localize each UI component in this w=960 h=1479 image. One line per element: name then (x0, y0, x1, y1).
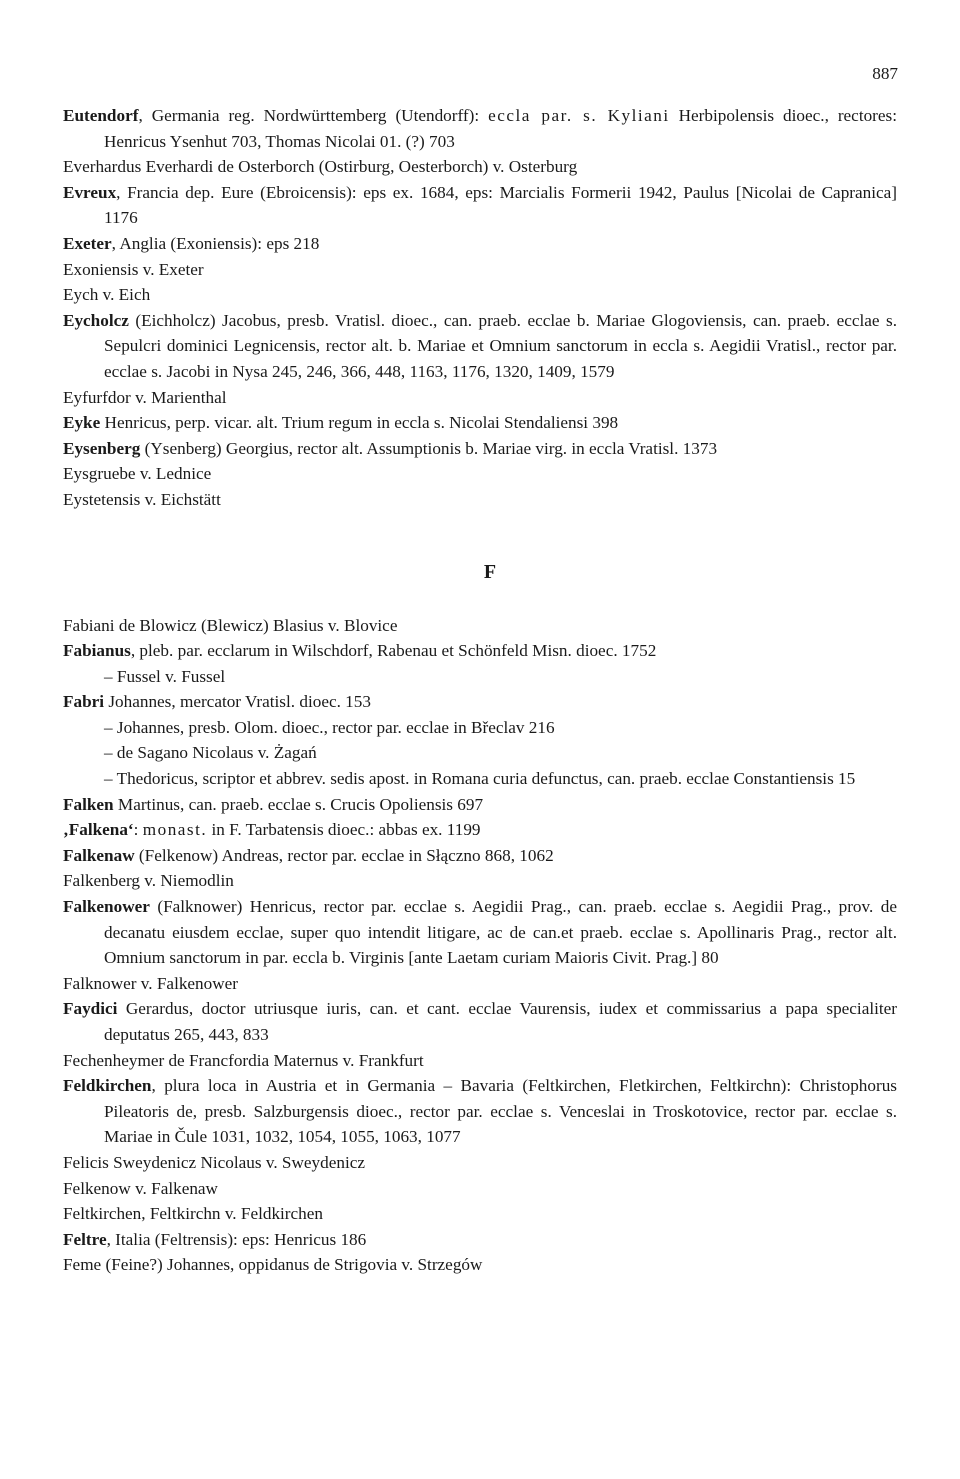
headword: Exeter (63, 233, 112, 253)
entry-felkenow (63, 1176, 897, 1202)
headword: Feltre (63, 1229, 107, 1249)
entry-eycholcz (63, 308, 897, 385)
entry-text: Gerardus, doctor utriusque iuris, can. et cant. ecclae Vaurensis, iudex et commissarius a papa specialiter deputatus 265, 443, 833 (104, 999, 897, 1044)
entry-falkena (63, 817, 897, 843)
entry-feltre (63, 1227, 897, 1253)
headword: Fabri (63, 692, 105, 712)
entry-text: : (133, 820, 143, 840)
entry-feme (63, 1252, 897, 1278)
entry-fabiani (63, 613, 897, 639)
entry-text: Henricus, perp. vicar. alt. Trium regum in eccla s. Nicolai Stendaliensi 398 (100, 413, 619, 433)
entry-text: (Eichholcz) Jacobus, presb. Vratisl. dioec., can. praeb. ecclae b. Mariae Glogoviensis, can. praeb. ecclae s. Sepulcri dominici Legnicensis, rector alt. b. Mariae et Omnium sanctorum in eccla s. Aegidii Vratisl., rector par. ecclae s. Jacobi in Nysa 245, 246, 366, 448, 1163, 1176, 1320, 1409, 1579 (104, 310, 897, 381)
headword: Falken (63, 794, 114, 814)
entry-falkenower (63, 894, 897, 971)
entry-text: (Felkenow) Andreas, rector par. ecclae in Słączno 868, 1062 (134, 845, 554, 865)
subentry-johannes (63, 715, 897, 741)
entry-falken (63, 792, 897, 818)
entry-text: , Germania reg. Nordwürttemberg (Utendorff): (138, 106, 489, 125)
entry-text: – Fussel v. Fussel (104, 666, 226, 686)
headword: ‚Falkena‘ (63, 820, 134, 840)
entry-text: – de Sagano Nicolaus v. Żagań (104, 743, 317, 763)
entry-fechenheymer (63, 1048, 897, 1074)
entry-text: Fabiani de Blowicz (Blewicz) Blasius v. Blovice (63, 615, 398, 635)
entry-text: Herbipolensis dioec., rectores: Henricus Ysenhut 703, Thomas Nicolai 01. (?) 703 (104, 106, 897, 151)
headword: Falkenaw (63, 845, 135, 865)
entry-text: Eysgruebe v. Lednice (63, 464, 212, 484)
headword: Faydici (63, 999, 118, 1019)
entry-everhardus (63, 154, 897, 180)
headword: Eycholcz (63, 310, 129, 330)
entry-fabri (63, 689, 897, 715)
entry-text: Feltkirchen, Feltkirchn v. Feldkirchen (63, 1204, 323, 1224)
entry-eyke (63, 410, 897, 436)
headword: Feldkirchen (63, 1076, 152, 1096)
entry-text: Johannes, mercator Vratisl. dioec. 153 (104, 692, 371, 712)
headword: Evreux (63, 182, 117, 202)
subentry-thedoricus (63, 766, 897, 792)
entry-text: Eystetensis v. Eichstätt (63, 489, 221, 509)
entry-text: Eych v. Eich (63, 285, 151, 305)
entry-faydici (63, 996, 897, 1047)
subentry-fussel (63, 664, 897, 690)
entry-eystetensis (63, 487, 897, 513)
section-letter-heading: F (483, 560, 497, 583)
entry-eysenberg (63, 436, 897, 462)
entry-felicis (63, 1150, 897, 1176)
entry-eutendorf (63, 103, 897, 154)
entry-text: Eyfurfdor v. Marienthal (63, 387, 227, 407)
entry-text: in F. Tarbatensis dioec.: abbas ex. 1199 (207, 820, 481, 840)
entry-feldkirchen (63, 1073, 897, 1150)
entry-eych (63, 282, 897, 308)
entry-falkenaw (63, 843, 897, 869)
entry-text: Felicis Sweydenicz Nicolaus v. Sweydenicz (63, 1152, 365, 1172)
entry-text: Everhardus Everhardi de Osterborch (Ostirburg, Oesterborch) v. Osterburg (63, 157, 578, 177)
entry-evreux (63, 180, 897, 231)
entry-text: – Thedoricus, scriptor et abbrev. sedis apost. in Romana curia defunctus, can. praeb. ecclae Constantiensis 15 (104, 769, 856, 789)
entry-text: , pleb. par. ecclarum in Wilschdorf, Rabenau et Schönfeld Misn. dioec. 1752 (130, 641, 657, 661)
entry-text: Martinus, can. praeb. ecclae s. Crucis Opoliensis 697 (113, 794, 484, 814)
entry-text: (Falknower) Henricus, rector par. ecclae s. Aegidii Prag., can. praeb. ecclae s. Aegidii Prag., prov. de decanatu eiusdem ecclae, super quo intendit litigare, ac de can.et praeb. ecclae s. Apollinaris Prag., rector alt. Omnium sanctorum in par. eccla b. Virginis [ante Laetam curiam Maioris Civit. Prag.] 80 (104, 897, 897, 968)
subentry-de-sagano (63, 740, 897, 766)
headword: Eyke (63, 413, 101, 433)
entry-text: Fechenheymer de Francfordia Maternus v. Frankfurt (63, 1050, 424, 1070)
page-number: 887 (872, 64, 898, 83)
entry-falkenberg (63, 868, 897, 894)
entry-text: Falknower v. Falkenower (63, 973, 239, 993)
entry-exeter (63, 231, 897, 257)
entry-text: , plura loca in Austria et in Germania – Bavaria (Feltkirchen, Fletkirchen, Feltkirchn): Christophorus Pileatoris de, presb. Salzburgensis dioec., rector par. ecclae s. Venceslai in Troskotovice, rector par. ecclae s. Mariae in Čule 1031, 1032, 1054, 1055, 1063, 1077 (104, 1076, 897, 1147)
spaced-text: monast. (142, 820, 208, 840)
entry-fabianus (63, 638, 897, 664)
headword: Eysenberg (63, 438, 141, 458)
headword: Fabianus (63, 641, 131, 661)
entry-text: , Italia (Feltrensis): eps: Henricus 186 (106, 1229, 367, 1249)
entry-text: Feme (Feine?) Johannes, oppidanus de Strigovia v. Strzegów (63, 1255, 483, 1275)
entry-feltkirchen (63, 1201, 897, 1227)
entry-eyfurfdor (63, 385, 897, 411)
entry-text: – Johannes, presb. Olom. dioec., rector par. ecclae in Břeclav 216 (104, 717, 555, 737)
entry-exoniensis (63, 257, 897, 283)
entry-eysgruebe (63, 461, 897, 487)
headword: Eutendorf (63, 106, 139, 125)
headword: Falkenower (63, 897, 150, 917)
spaced-text: eccla par. s. Kyliani (488, 106, 670, 125)
entry-text: , Anglia (Exoniensis): eps 218 (111, 233, 320, 253)
entry-text: Falkenberg v. Niemodlin (63, 871, 234, 891)
entry-list (63, 103, 897, 1278)
entry-text: (Ysenberg) Georgius, rector alt. Assumptionis b. Mariae virg. in eccla Vratisl. 1373 (140, 438, 718, 458)
entry-text: , Francia dep. Eure (Ebroicensis): eps ex. 1684, eps: Marcialis Formerii 1942, Paulus [Nicolai de Capranica] 1176 (104, 182, 897, 228)
entry-text: Exoniensis v. Exeter (63, 259, 204, 279)
entry-text: Felkenow v. Falkenaw (63, 1178, 218, 1198)
entry-falknower (63, 971, 897, 997)
